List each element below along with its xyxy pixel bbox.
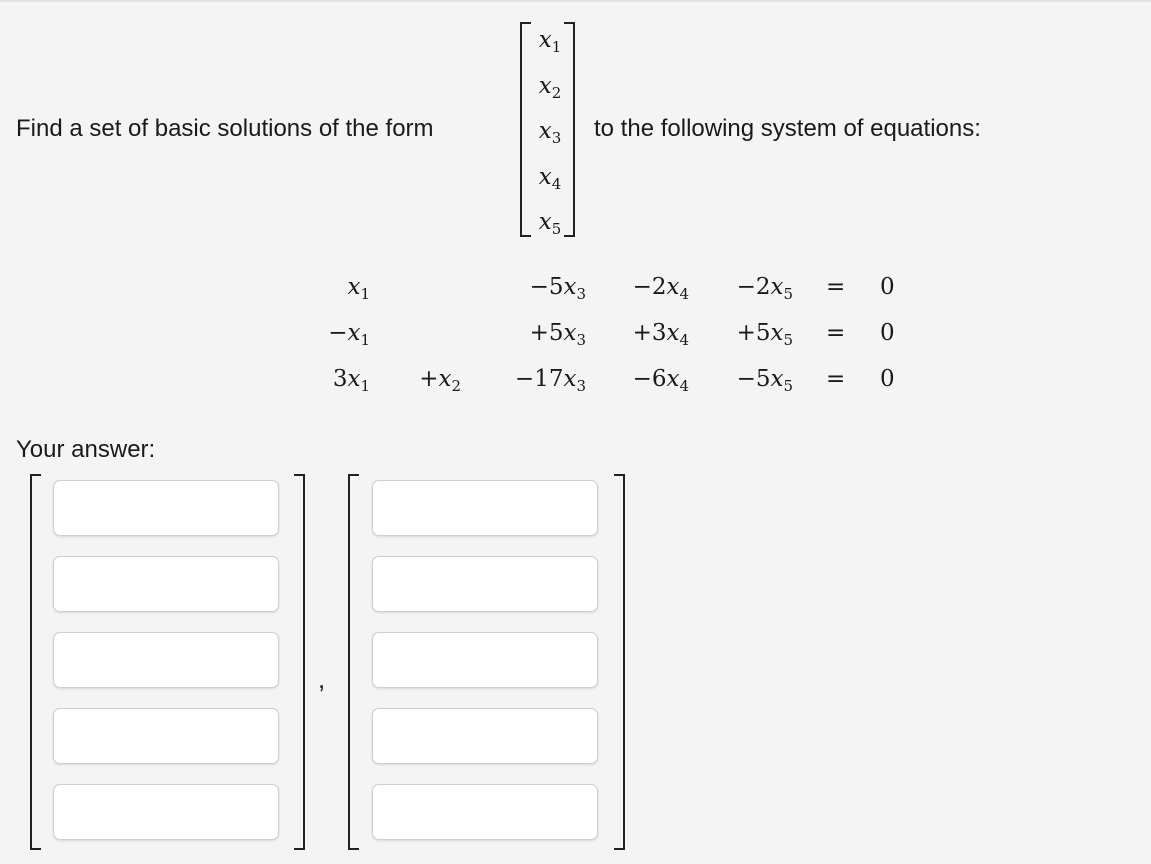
answer-2-entry-3[interactable]: [372, 632, 598, 688]
answer-2-entry-5[interactable]: [372, 784, 598, 840]
question-prefix: Find a set of basic solutions of the form: [16, 115, 434, 142]
answer-1-entry-5[interactable]: [53, 784, 279, 840]
eq-row-3-rhs: 0: [880, 366, 895, 392]
answer-2-entry-4[interactable]: [372, 708, 598, 764]
eq-row-2-term-x1: $-x_1$: [328, 320, 370, 349]
answer-1-entry-4[interactable]: [53, 708, 279, 764]
answer-2-entry-2[interactable]: [372, 556, 598, 612]
answer-1-entry-1[interactable]: [53, 480, 279, 536]
eq-row-2-term-x3: $+5x_3$: [529, 320, 586, 349]
answer-1-entry-2[interactable]: [53, 556, 279, 612]
eq-row-1-term-x3: $-5x_3$: [529, 274, 586, 303]
form-vector-entry-3: $x_3$: [538, 118, 562, 147]
eq-row-1-equals: =: [826, 274, 846, 300]
answer-vector-2-right-bracket: [614, 474, 625, 850]
eq-row-3-term-x5: $-5x_5$: [736, 366, 793, 395]
eq-row-2-equals: =: [826, 320, 846, 346]
eq-row-3-equals: =: [826, 366, 846, 392]
answer-vector-1-left-bracket: [30, 474, 41, 850]
answer-vector-1-right-bracket: [294, 474, 305, 850]
eq-row-3-term-x2: $+x_2$: [419, 366, 461, 395]
eq-row-3-term-x3: $-17x_3$: [514, 366, 586, 395]
answer-separator: ,: [318, 664, 326, 694]
form-vector-left-bracket: [520, 22, 531, 237]
eq-row-2-term-x4: $+3x_4$: [632, 320, 689, 349]
eq-row-1-term-x5: $-2x_5$: [736, 274, 793, 303]
answer-vector-2-left-bracket: [348, 474, 359, 850]
eq-row-3-term-x4: $-6x_4$: [632, 366, 689, 395]
form-vector-entry-2: $x_2$: [538, 73, 562, 102]
eq-row-2-rhs: 0: [880, 320, 895, 346]
eq-row-2-term-x5: $+5x_5$: [736, 320, 793, 349]
top-divider: [0, 0, 1151, 2]
form-vector-entry-5: $x_5$: [538, 209, 562, 238]
eq-row-1-rhs: 0: [880, 274, 895, 300]
answer-2-entry-1[interactable]: [372, 480, 598, 536]
form-vector-entry-4: $x_4$: [538, 164, 562, 193]
answer-label: Your answer:: [16, 436, 156, 463]
question-suffix: to the following system of equations:: [594, 115, 981, 142]
answer-1-entry-3[interactable]: [53, 632, 279, 688]
form-vector-entry-1: $x_1$: [538, 27, 562, 56]
eq-row-3-term-x1: $3x_1$: [332, 366, 370, 395]
eq-row-1-term-x4: $-2x_4$: [632, 274, 689, 303]
eq-row-1-term-x1: $x_1$: [347, 274, 370, 303]
